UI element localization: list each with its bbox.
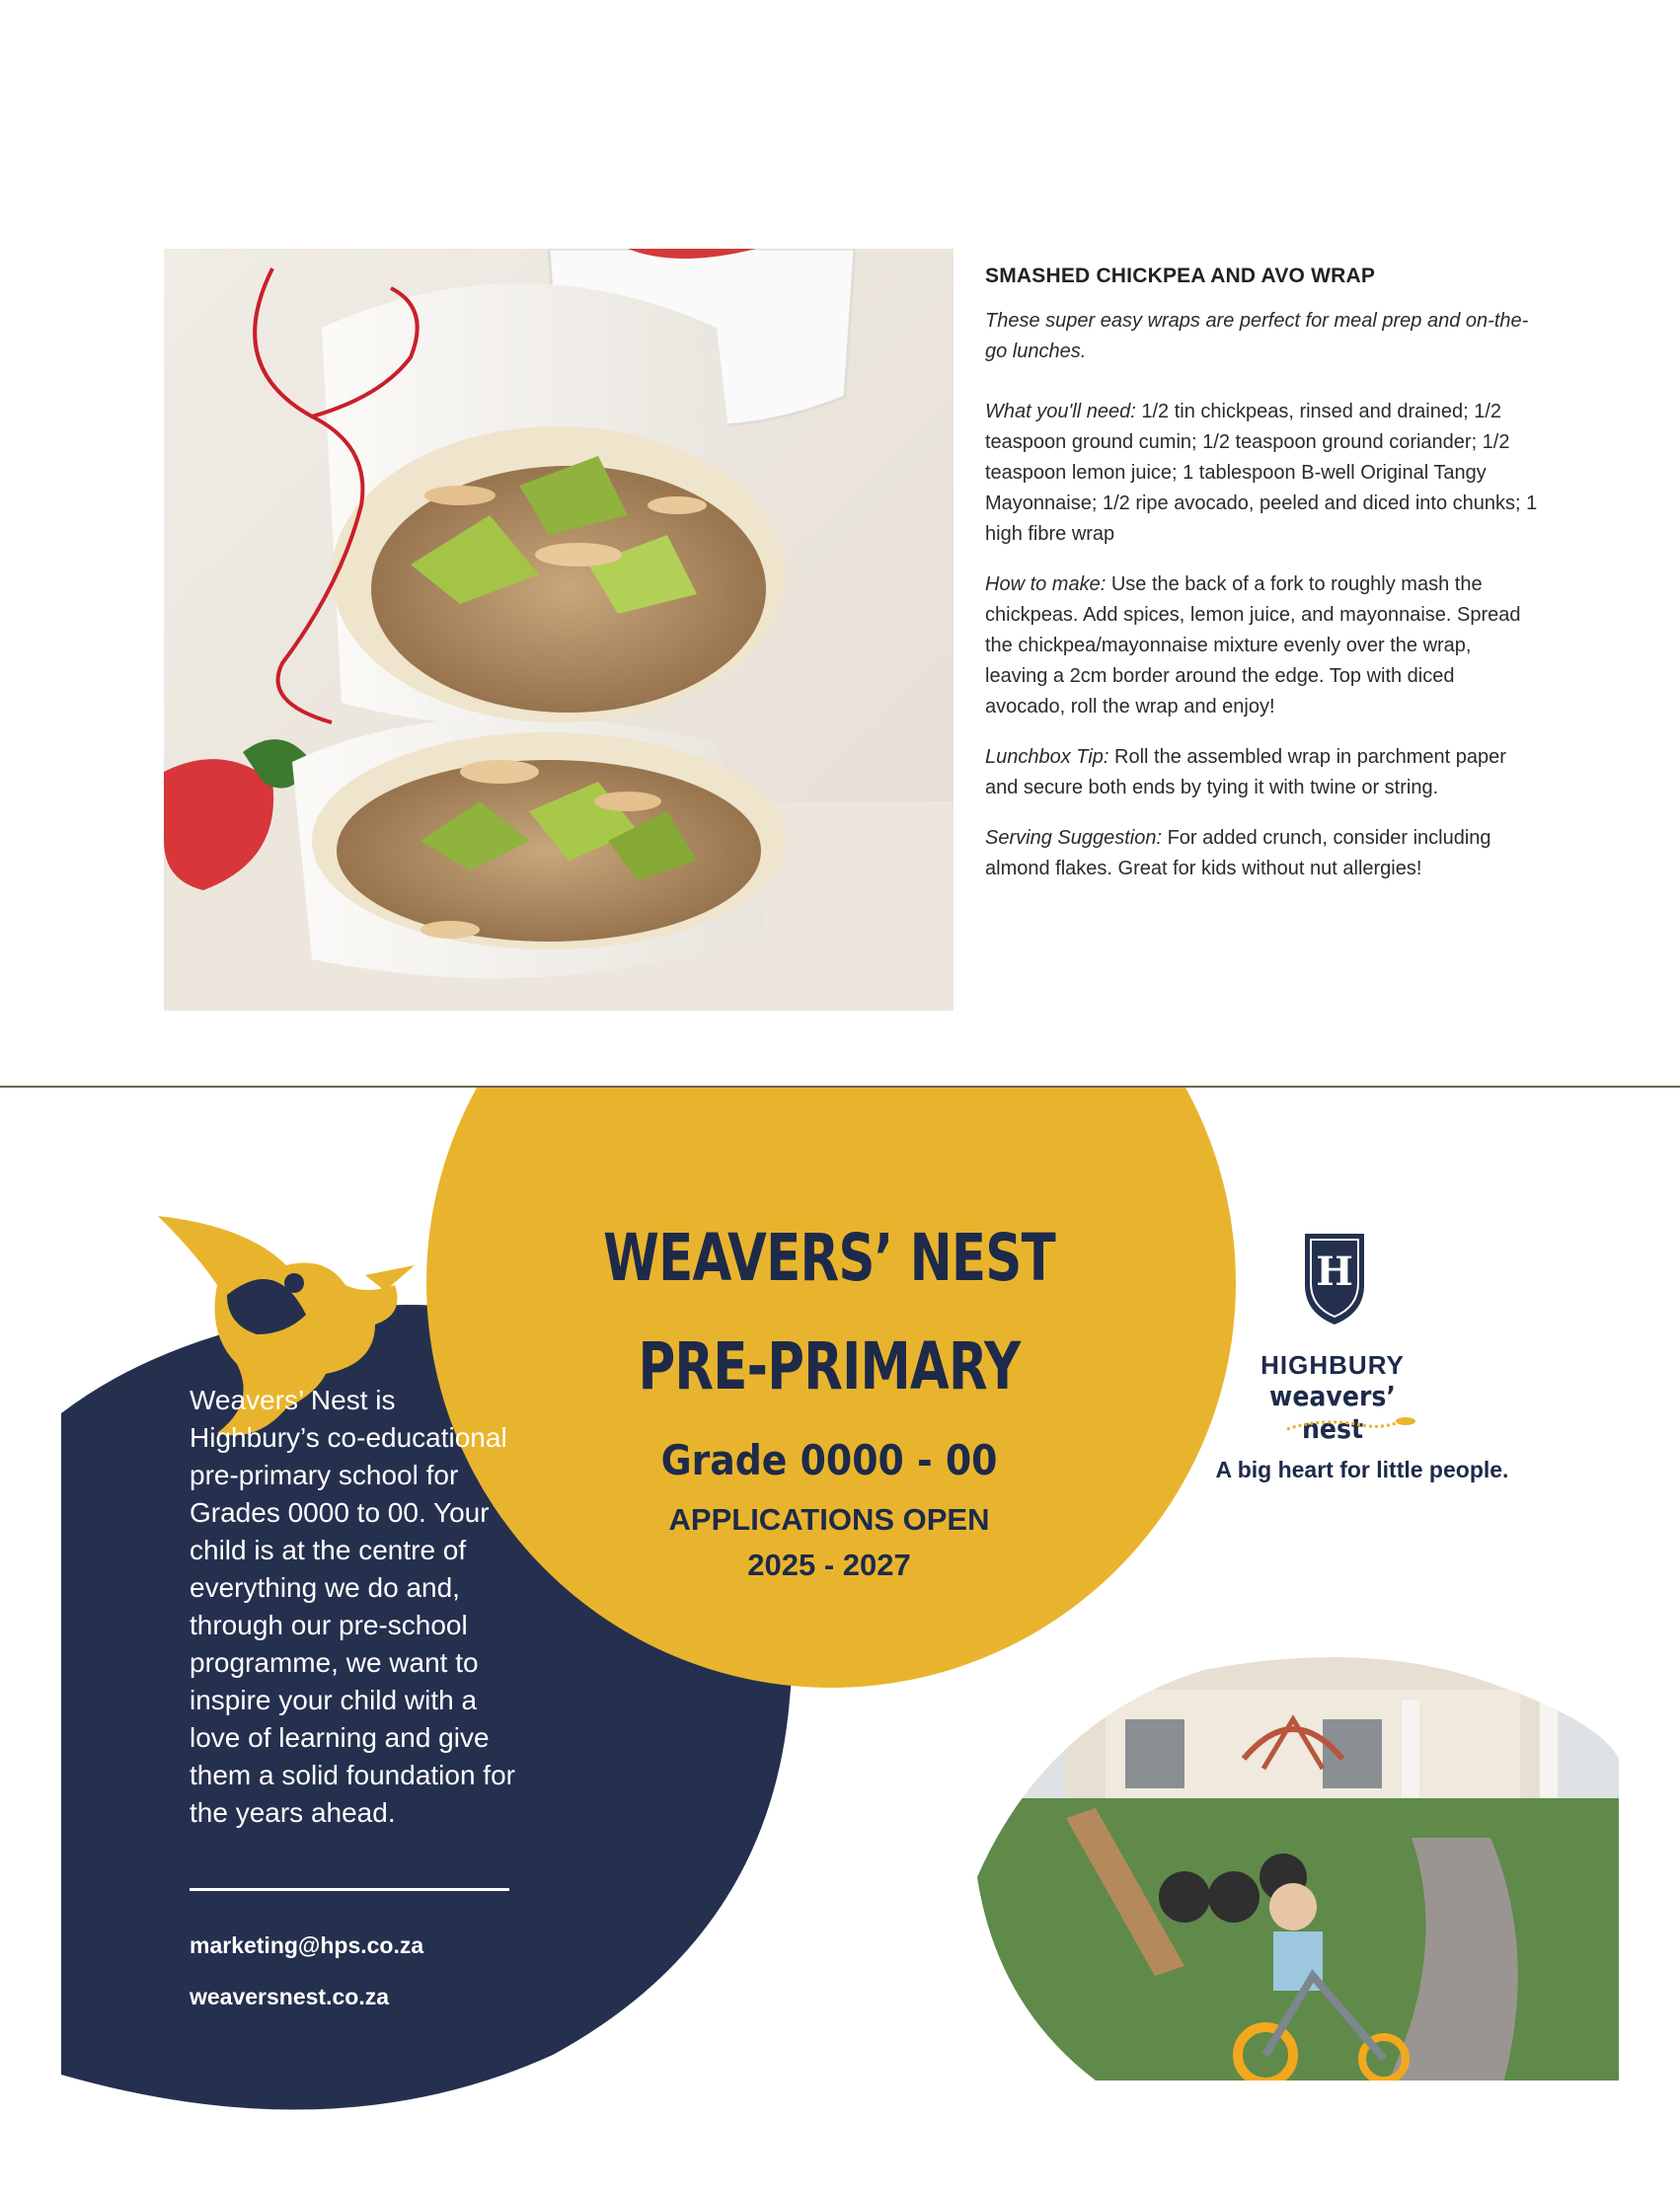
email-link[interactable]: marketing@hps.co.za [190, 1932, 424, 1958]
website-link[interactable]: weaversnest.co.za [190, 1984, 390, 2009]
nest-swoosh-icon [1283, 1415, 1421, 1435]
application-years: 2025 - 2027 [747, 1548, 911, 1582]
method-paragraph [985, 569, 1538, 722]
crest-letter: H [1316, 1249, 1353, 1295]
headline-line-1: WEAVERS’ NEST [603, 1220, 1055, 1296]
tip-paragraph [985, 742, 1538, 803]
ingredients-paragraph [985, 397, 1538, 550]
headline-line-2: PRE-PRIMARY [638, 1328, 1021, 1404]
ingredients-text: 1/2 tin chickpeas, rinsed and drained; 1/2 teaspoon ground cumin; 1/2 teaspoon ground coriander; 1/2 teaspoon lemon juice; 1 tablespoon B-well Original Tangy Mayonnaise; 1/2 ripe avocado, peeled and diced into chunks; 1 high fibre wrap [985, 401, 1538, 545]
school-description: Weavers’ Nest is Highbury’s co-educational pre-primary school for Grades 0000 to 00. Your child is at the centre of everything we do and, through our pre-school programme, we want to inspire your child with a love of learning and give them a solid foundation for the years ahead. [190, 1385, 515, 1828]
wrap-illustration [164, 249, 954, 1011]
applications-open: APPLICATIONS OPEN [668, 1502, 990, 1537]
serving-label: Serving Suggestion: [985, 827, 1163, 849]
recipe-title: SMASHED CHICKPEA AND AVO WRAP [985, 265, 1376, 287]
tip-label: Lunchbox Tip: [985, 746, 1109, 768]
playground-photo [967, 1640, 1639, 2094]
recipe-photo [164, 249, 954, 1011]
serving-paragraph [985, 823, 1538, 884]
brand-weavers-nest: weavers’ nest [1269, 1380, 1396, 1445]
recipe-intro: These super easy wraps are perfect for meal prep and on-the-go lunches. [985, 310, 1529, 362]
shield-crest-icon [1301, 1230, 1368, 1328]
recipe-article [985, 265, 1538, 904]
method-text: Use the back of a fork to roughly mash the chickpeas. Add spices, lemon juice, and mayonnaise. Spread the chickpea/mayonnaise mixture evenly over the wrap, leaving a 2cm border around the edge. Top with diced avocado, roll the wrap and enjoy! [985, 573, 1521, 718]
contact-divider [190, 1888, 509, 1891]
method-label: How to make: [985, 573, 1107, 595]
ingredients-label: What you'll need: [985, 401, 1136, 422]
tagline: A big heart for little people. [1215, 1457, 1509, 1482]
serving-text: For added crunch, consider including almond flakes. Great for kids without nut allergies! [985, 827, 1491, 879]
tip-text: Roll the assembled wrap in parchment paper and secure both ends by tying it with twine or string. [985, 746, 1506, 798]
grade-range: Grade 0000 - 00 [660, 1436, 998, 1484]
brand-highbury: HIGHBURY [1260, 1350, 1405, 1380]
